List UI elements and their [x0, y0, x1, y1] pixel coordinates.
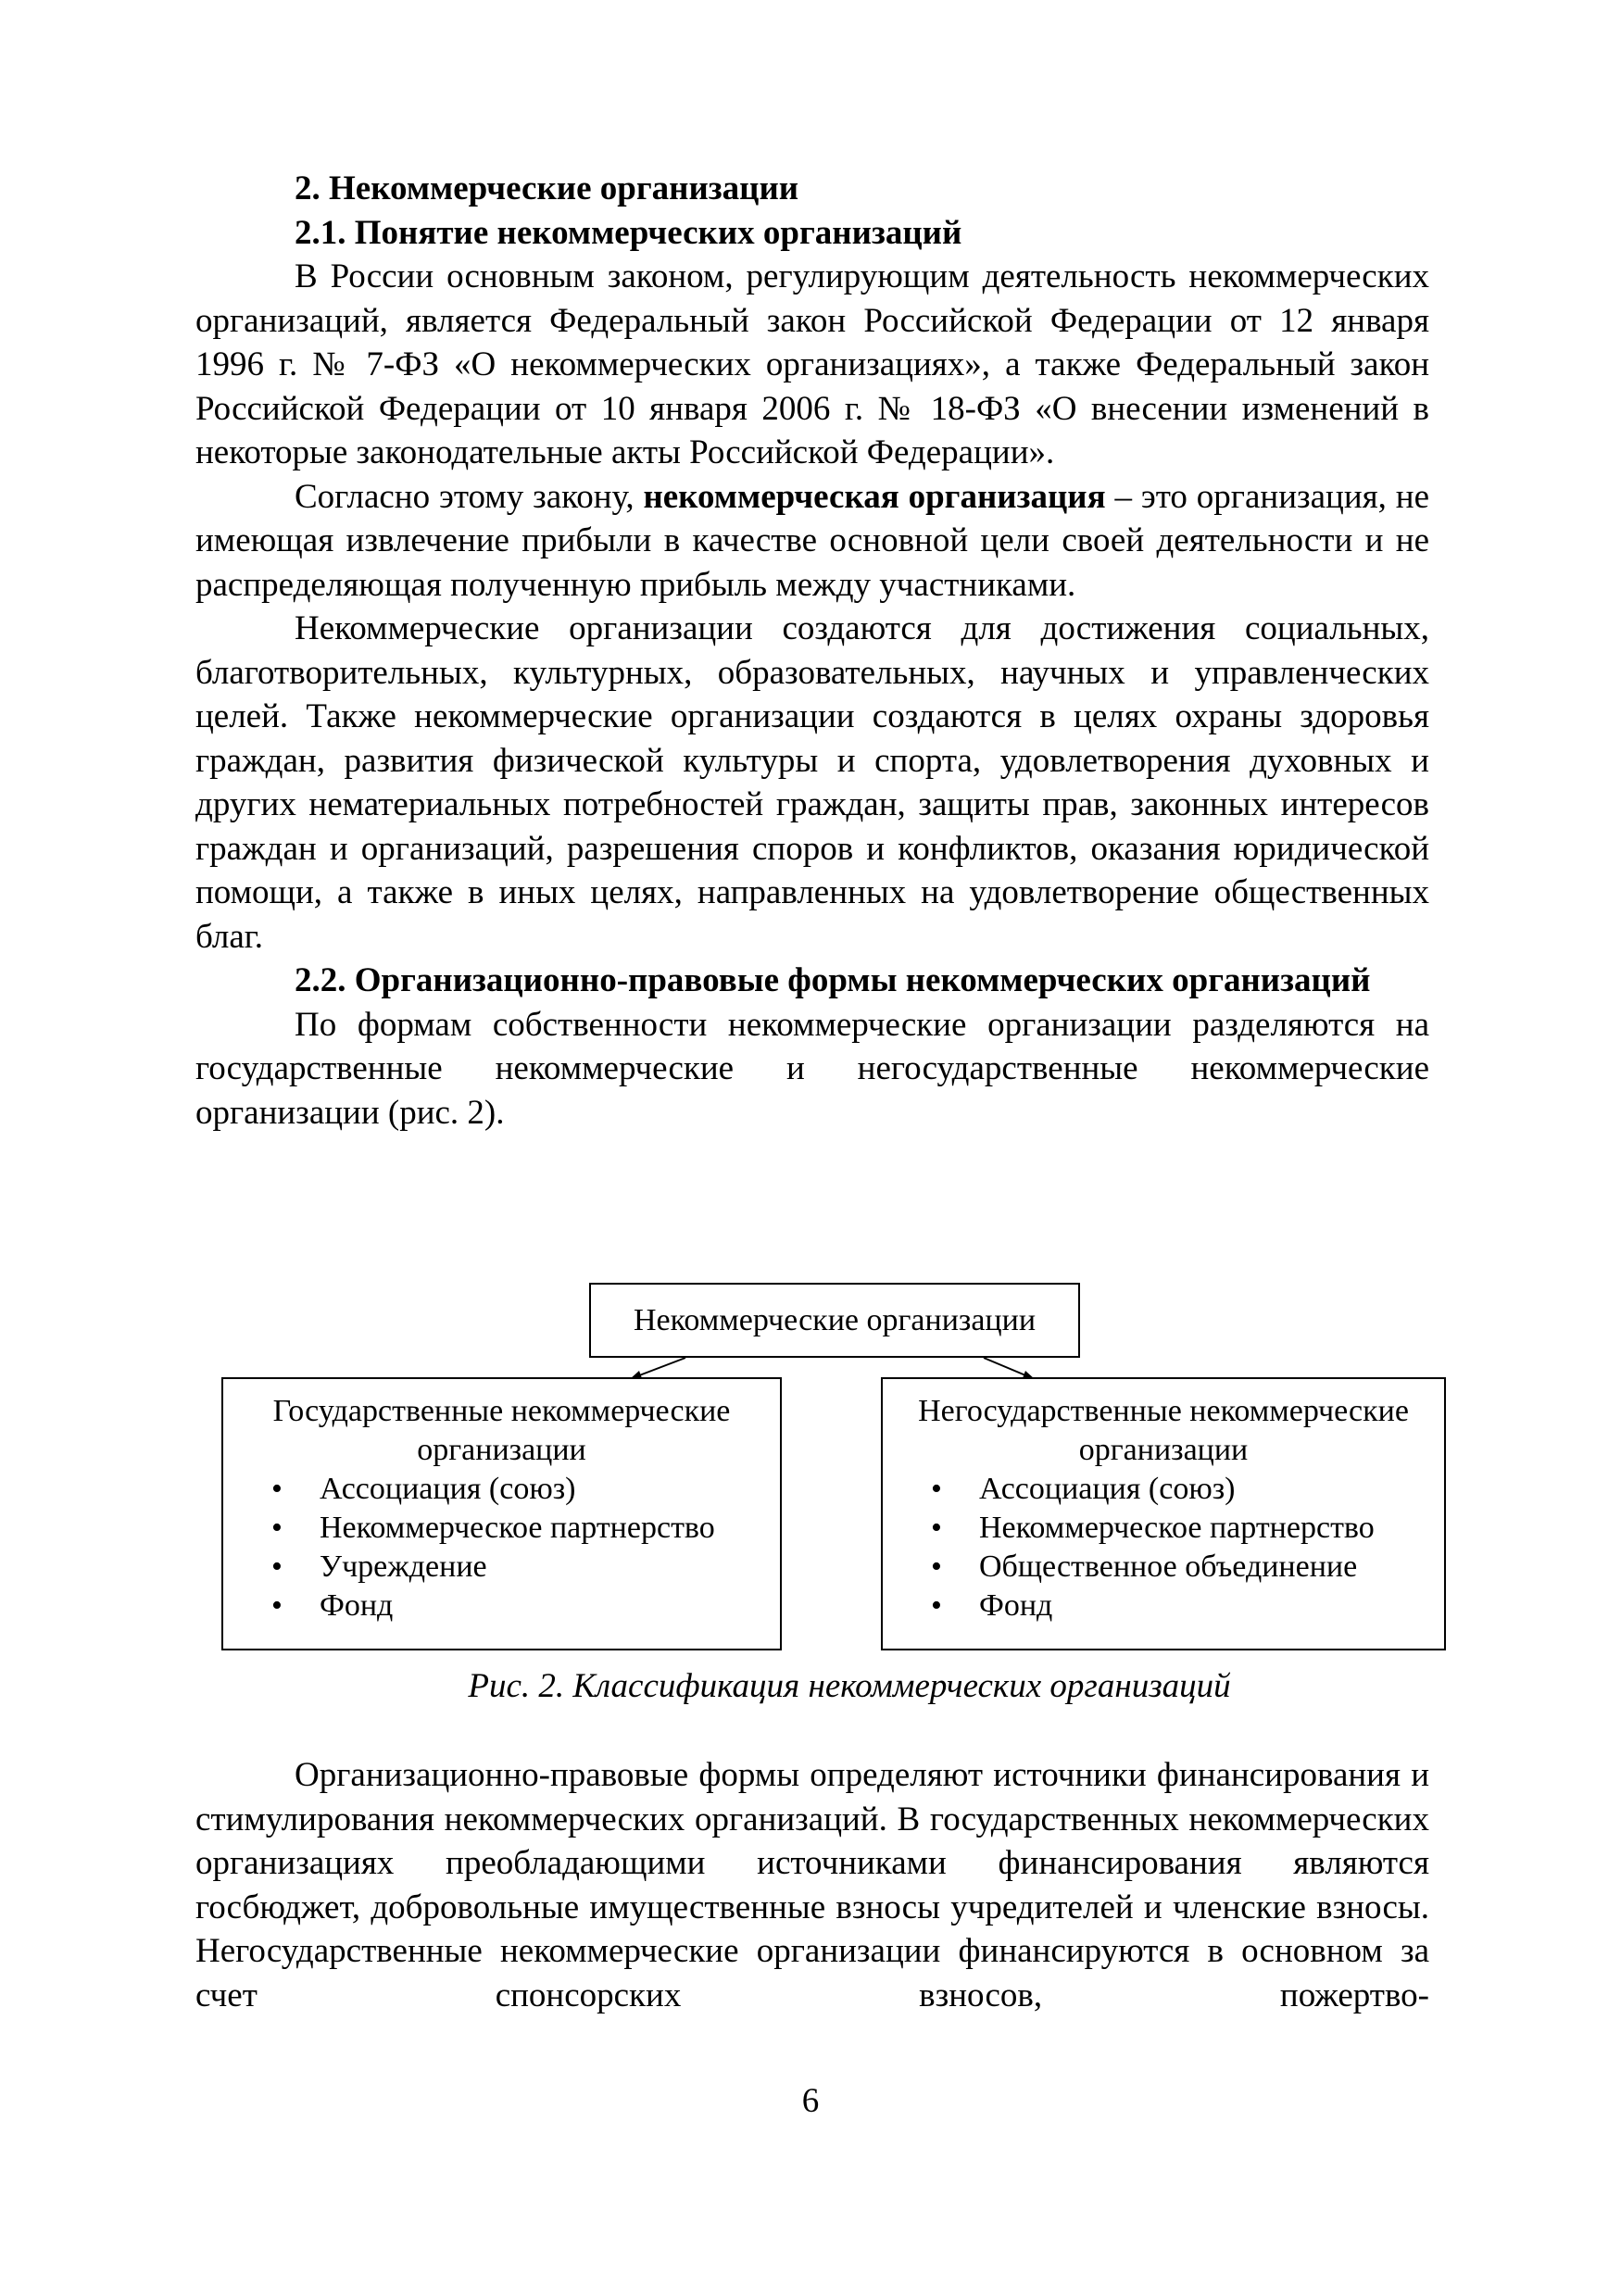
bullet-icon: •: [931, 1472, 942, 1506]
state-nco-box: [221, 1377, 782, 1650]
bullet-icon: •: [271, 1472, 283, 1506]
paragraph-2-after: – это организация, не имеющая извлечение прибыли в качестве основной цели своей деятельности и не распределяющая полученную прибыль между участниками.: [195, 477, 1429, 604]
root-box-label: Некоммерческие организации: [633, 1303, 1037, 1337]
list-item: • Некоммерческое партнерство: [271, 1509, 780, 1548]
non-state-nco-list: [883, 1470, 1444, 1625]
list-item: • Учреждение: [271, 1548, 780, 1587]
non-state-nco-box: [881, 1377, 1446, 1650]
list-item: • Некоммерческое партнерство: [931, 1509, 1444, 1548]
non-state-nco-title-text: Негосударственные некоммерческие организации: [918, 1394, 1409, 1467]
arrow-right-head: [1023, 1371, 1035, 1379]
lower-text-block: [195, 1753, 1429, 2017]
paragraph-5: Организационно-правовые формы определяют источники финансирования и стимулирования некоммерческих организаций. В государственных некоммерческих организациях преобладающими источниками финансирования являются госбюджет, добровольные имущественные взносы учредителей и членские взносы. Негосударственные некоммерческие организации финансируются в основном за счет спонсорских взносов, пожертво-: [195, 1756, 1429, 2014]
paragraph-2: [195, 475, 1429, 608]
figure-caption: Рис. 2. Классификация некоммерческих организаций: [468, 1667, 1231, 1705]
subsection-1-heading: 2.1. Понятие некоммерческих организаций: [295, 213, 962, 252]
root-box: [589, 1283, 1080, 1358]
bullet-icon: •: [931, 1588, 942, 1623]
subsection-2-heading: 2.2. Организационно-правовые формы некоммерческих организаций: [295, 961, 1371, 999]
list-item: • Ассоциация (союз): [931, 1470, 1444, 1509]
arrow-right-line: [984, 1358, 1030, 1377]
non-state-nco-title: [883, 1392, 1444, 1470]
arrow-left-head: [630, 1371, 642, 1379]
state-nco-title-text: Государственные некоммерческие организации: [272, 1394, 731, 1467]
arrow-left-line: [635, 1358, 685, 1377]
bullet-icon: •: [271, 1511, 283, 1545]
list-item: • Ассоциация (союз): [271, 1470, 780, 1509]
bullet-icon: •: [271, 1549, 283, 1584]
paragraph-3: Некоммерческие организации создаются для достижения социальных, благотворительных, культурных, образовательных, научных и управленческих целей. Также некоммерческие организации создаются в целях охраны здоровья граждан, развития физической культуры и спорта, удовлетворения духовных и других нематериальных потребностей граждан, защиты прав, законных интересов граждан и организаций, разрешения споров и конфликтов, оказания юридической помощи, а также в иных целях, направленных на удовлетворение общественных благ.: [195, 609, 1429, 956]
list-item: • Фонд: [931, 1587, 1444, 1625]
state-nco-title: [223, 1392, 780, 1470]
state-nco-list: [223, 1470, 780, 1625]
paragraph-1: В России основным законом, регулирующим деятельность некоммерческих организаций, является Федеральный закон Российской Федерации от 12 января 1996 г. № 7-ФЗ «О некоммерческих организациях», а также Федеральный закон Российской Федерации от 10 января 2006 г. № 18-ФЗ «О внесении изменений в некоторые законодательные акты Российской Федерации».: [195, 257, 1429, 471]
page-number: 6: [801, 2082, 820, 2120]
list-item: • Фонд: [271, 1587, 780, 1625]
paragraph-4: По формам собственности некоммерческие организации разделяются на государственные некоммерческие и негосударственные некоммерческие организации (рис. 2).: [195, 1005, 1429, 1132]
bullet-icon: •: [271, 1588, 283, 1623]
paragraph-2-before: Согласно этому закону,: [295, 477, 644, 516]
upper-text-block: [195, 167, 1429, 1135]
list-item: • Общественное объединение: [931, 1548, 1444, 1587]
paragraph-2-term: некоммерческая организация: [643, 477, 1106, 516]
bullet-icon: •: [931, 1549, 942, 1584]
bullet-icon: •: [931, 1511, 942, 1545]
section-heading: 2. Некоммерческие организации: [295, 169, 799, 207]
